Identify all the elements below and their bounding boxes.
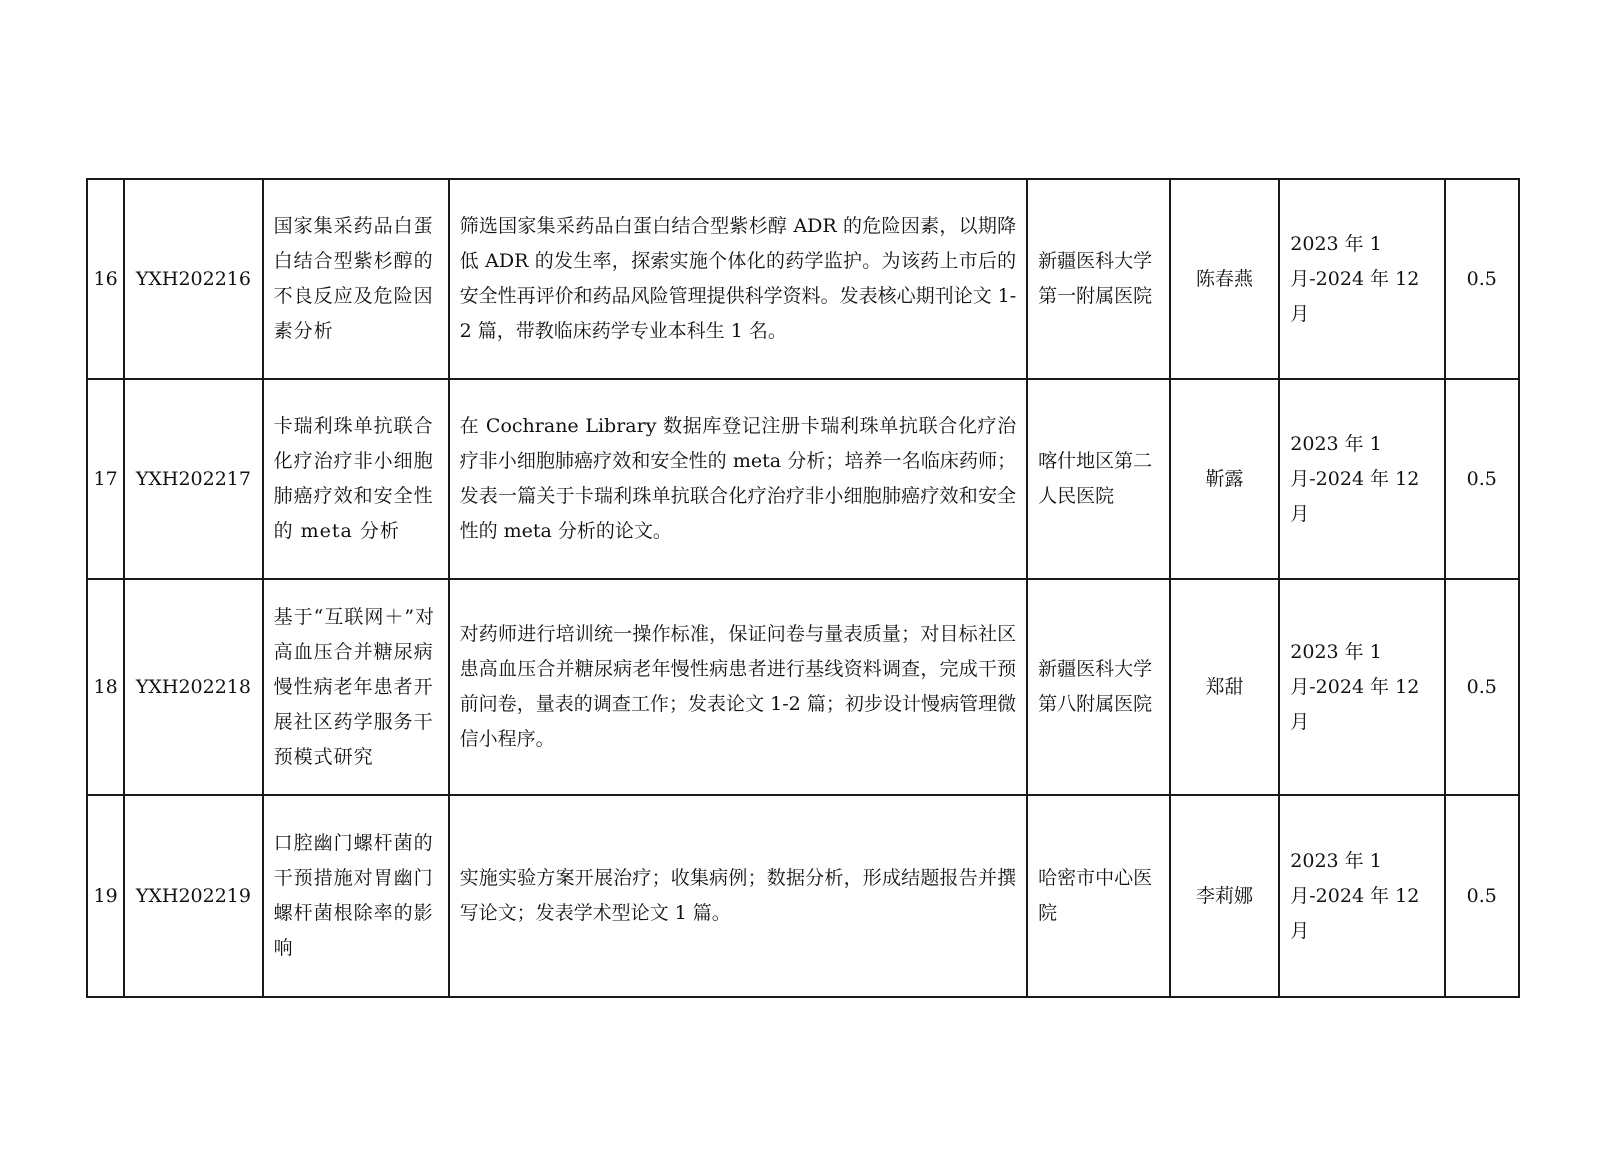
project-code: YXH202219 [124, 795, 262, 997]
project-leader: 靳露 [1170, 379, 1280, 579]
project-leader: 李莉娜 [1170, 795, 1280, 997]
project-unit: 新疆医科大学第一附属医院 [1027, 179, 1170, 379]
project-leader: 郑甜 [1170, 579, 1280, 795]
project-leader: 陈春燕 [1170, 179, 1280, 379]
project-title: 卡瑞利珠单抗联合化疗治疗非小细胞肺癌疗效和安全性的 meta 分析 [263, 379, 449, 579]
project-period: 2023 年 1 月-2024 年 12 月 [1279, 179, 1444, 379]
project-table [86, 178, 1520, 998]
table-row [87, 579, 1519, 795]
project-title: 基于“互联网＋”对高血压合并糖尿病慢性病老年患者开展社区药学服务干预模式研究 [263, 579, 449, 795]
project-title: 口腔幽门螺杆菌的干预措施对胃幽门螺杆菌根除率的影响 [263, 795, 449, 997]
table-row [87, 379, 1519, 579]
project-title: 国家集采药品白蛋白结合型紫杉醇的不良反应及危险因素分析 [263, 179, 449, 379]
project-amount: 0.5 [1445, 795, 1519, 997]
row-index: 18 [87, 579, 124, 795]
project-content: 对药师进行培训统一操作标准，保证问卷与量表质量；对目标社区患高血压合并糖尿病老年慢性病患者进行基线资料调查，完成干预前问卷，量表的调查工作；发表论文 1-2 篇；初步设计慢病管理微信小程序。 [449, 579, 1028, 795]
project-amount: 0.5 [1445, 579, 1519, 795]
row-index: 17 [87, 379, 124, 579]
project-period: 2023 年 1 月-2024 年 12 月 [1279, 795, 1444, 997]
project-unit: 新疆医科大学第八附属医院 [1027, 579, 1170, 795]
table-row [87, 795, 1519, 997]
project-unit: 喀什地区第二人民医院 [1027, 379, 1170, 579]
project-amount: 0.5 [1445, 379, 1519, 579]
row-index: 16 [87, 179, 124, 379]
project-period: 2023 年 1 月-2024 年 12 月 [1279, 579, 1444, 795]
project-amount: 0.5 [1445, 179, 1519, 379]
project-content: 实施实验方案开展治疗；收集病例；数据分析，形成结题报告并撰写论文；发表学术型论文 1 篇。 [449, 795, 1028, 997]
project-code: YXH202216 [124, 179, 262, 379]
row-index: 19 [87, 795, 124, 997]
table-row [87, 179, 1519, 379]
project-unit: 哈密市中心医院 [1027, 795, 1170, 997]
project-code: YXH202217 [124, 379, 262, 579]
project-content: 筛选国家集采药品白蛋白结合型紫杉醇 ADR 的危险因素，以期降低 ADR 的发生率，探索实施个体化的药学监护。为该药上市后的安全性再评价和药品风险管理提供科学资料。发表核心期刊论文 1-2 篇，带教临床药学专业本科生 1 名。 [449, 179, 1028, 379]
project-code: YXH202218 [124, 579, 262, 795]
project-period: 2023 年 1 月-2024 年 12 月 [1279, 379, 1444, 579]
project-content: 在 Cochrane Library 数据库登记注册卡瑞利珠单抗联合化疗治疗非小细胞肺癌疗效和安全性的 meta 分析；培养一名临床药师；发表一篇关于卡瑞利珠单抗联合化疗治疗非小细胞肺癌疗效和安全性的 meta 分析的论文。 [449, 379, 1028, 579]
